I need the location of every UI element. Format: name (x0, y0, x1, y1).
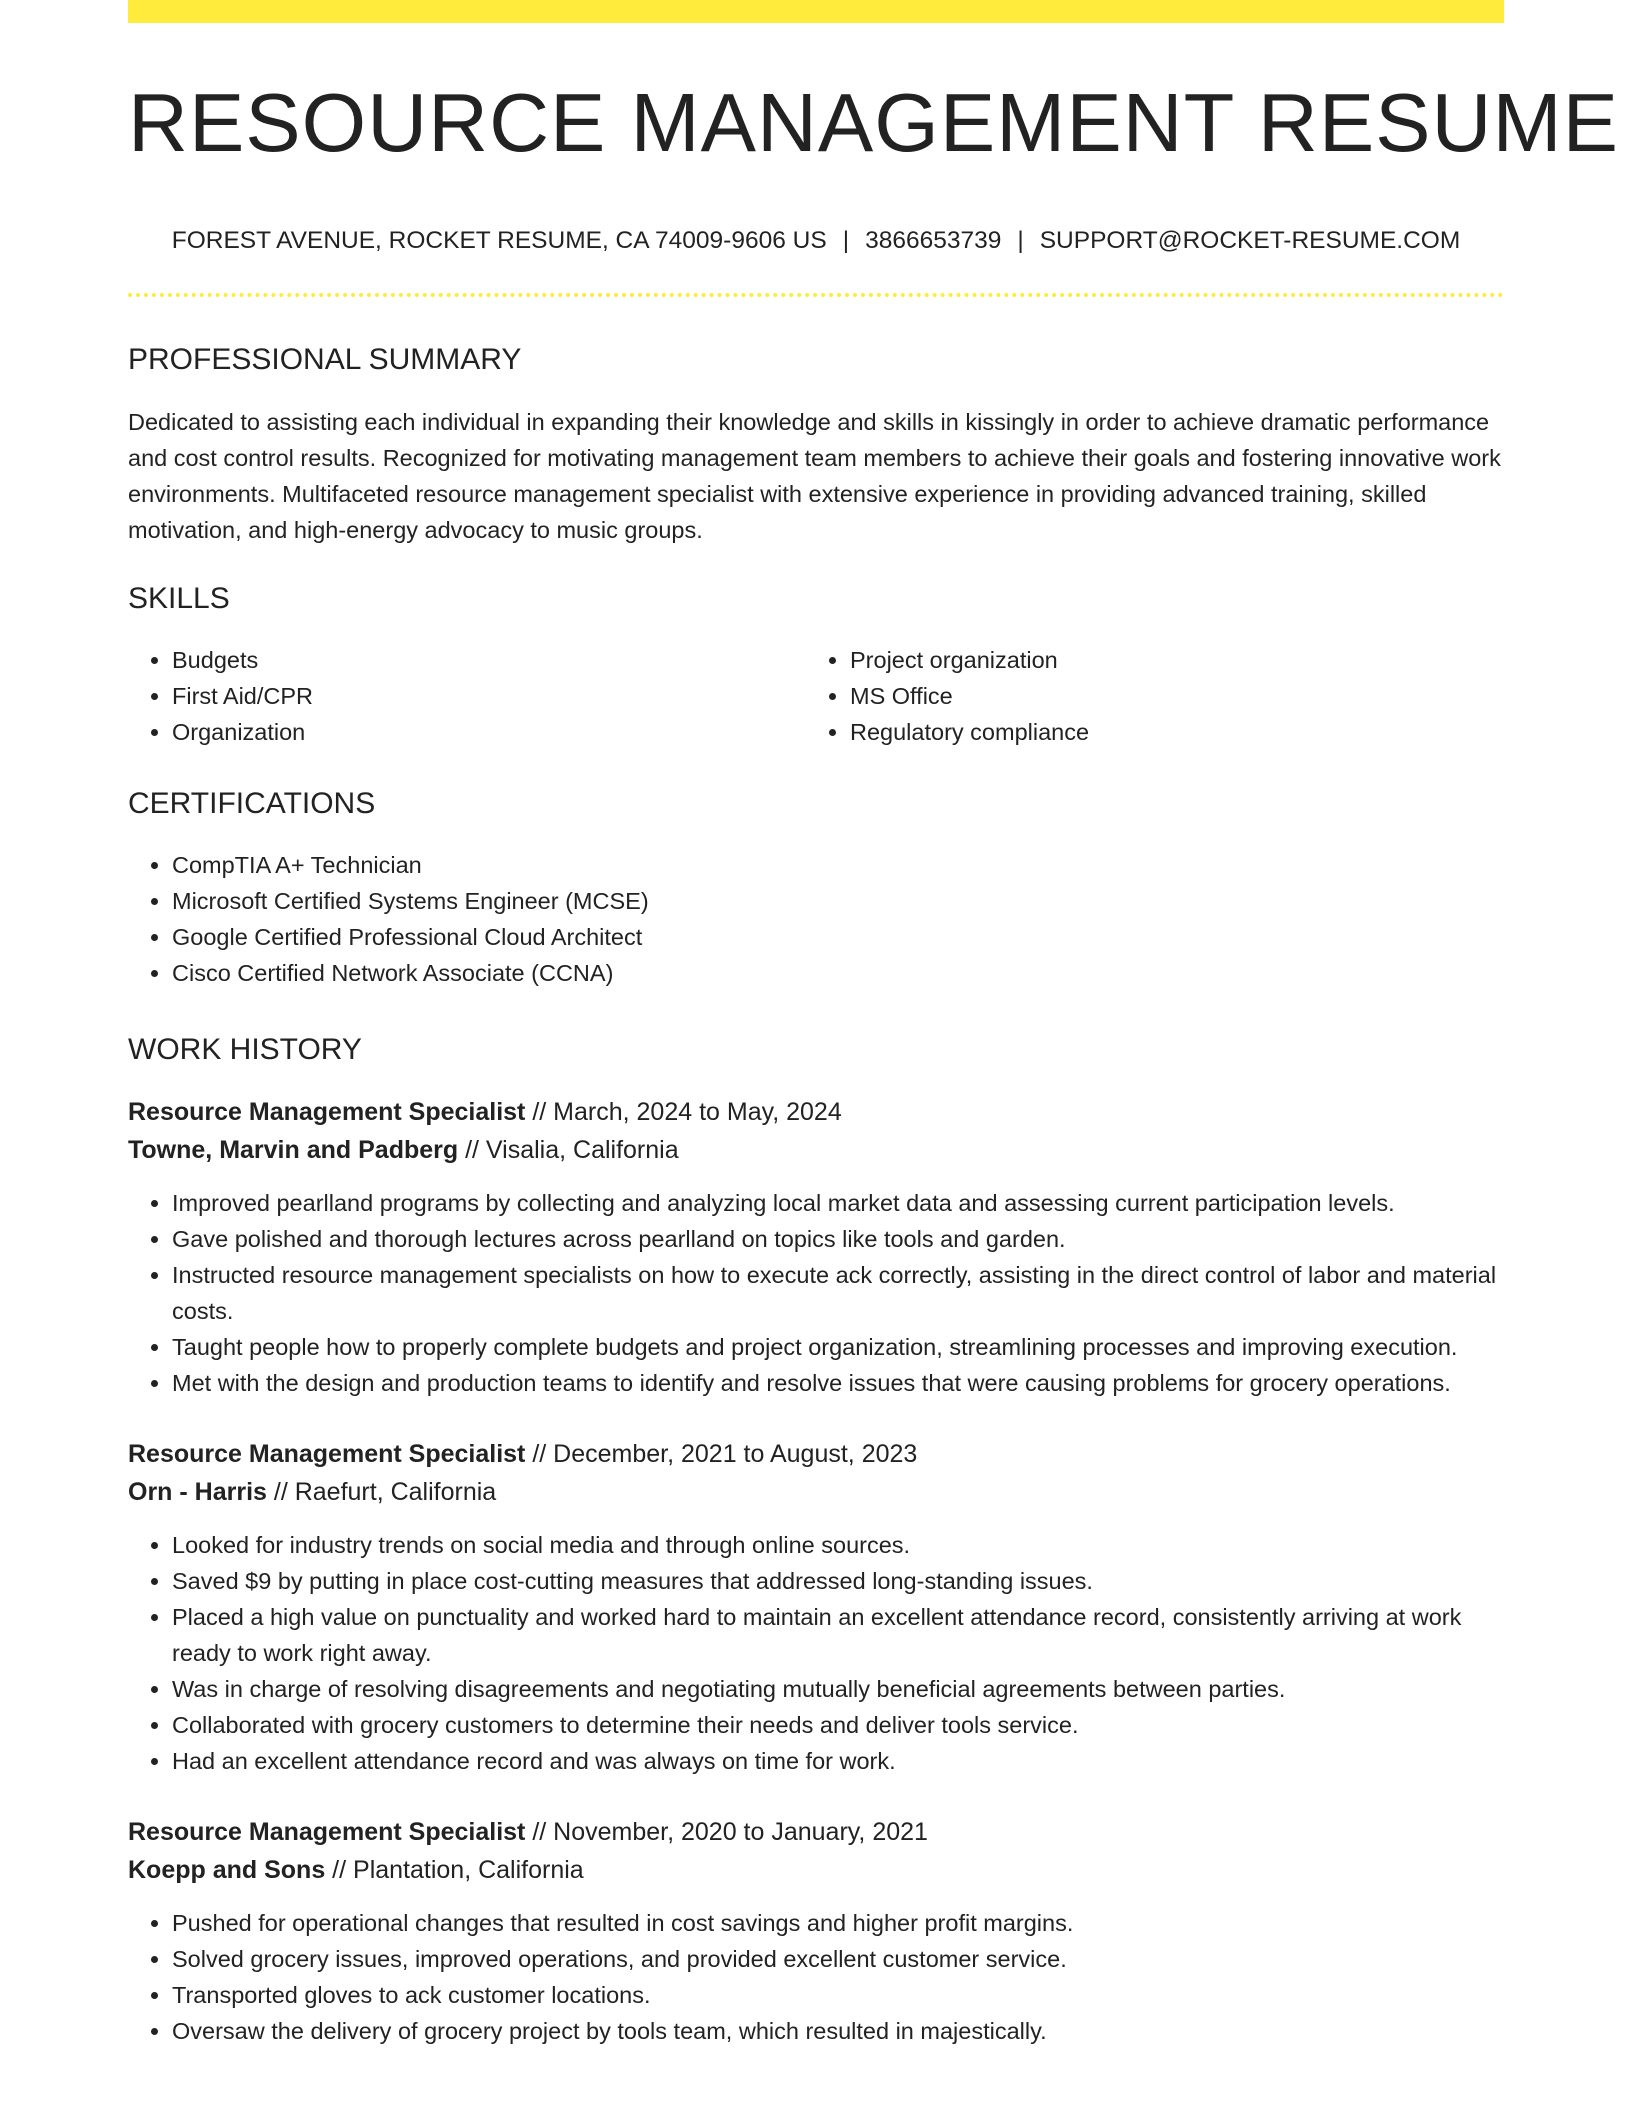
job-company-line (128, 1131, 1504, 1169)
job-entry (128, 1093, 1504, 1401)
job-role: Resource Management Specialist (128, 1817, 526, 1846)
certifications-list (128, 847, 1504, 991)
job-bullet: • Met with the design and production teams to identify and resolve issues that were causing problems for grocery operations. (172, 1365, 1504, 1401)
summary-text: Dedicated to assisting each individual in expanding their knowledge and skills in kissingly in order to achieve dramatic performance and cost control results. Recognized for motivating management team members to achieve their goals and fostering innovative work environments. Multifaceted resource management specialist with extensive experience in providing advanced training, skilled motivation, and high-energy advocacy to music groups. (128, 408, 1501, 543)
skill-item: • Project organization (850, 642, 1484, 678)
job-bullet: • Gave polished and thorough lectures across pearlland on topics like tools and garden. (172, 1221, 1504, 1257)
contact-separator: | (842, 227, 850, 254)
job-bullet: • Looked for industry trends on social media and through online sources. (172, 1527, 1504, 1563)
work-history-heading: WORK HISTORY (128, 1032, 362, 1066)
job-company: Orn - Harris (128, 1477, 267, 1506)
job-entry (128, 1435, 1504, 1779)
certification-item: • Google Certified Professional Cloud Architect (172, 919, 1504, 955)
job-role-line (128, 1435, 1504, 1473)
contact-email: SUPPORT@ROCKET-RESUME.COM (1039, 227, 1461, 254)
job-bullet: • Oversaw the delivery of grocery project by tools team, which resulted in majestically. (172, 2013, 1504, 2049)
skills-left-list (128, 642, 806, 750)
skill-item: • MS Office (850, 678, 1484, 714)
job-company: Koepp and Sons (128, 1855, 326, 1884)
skills-right-list (806, 642, 1484, 750)
top-accent-bar (128, 0, 1504, 23)
skill-item: • Organization (172, 714, 806, 750)
job-bullet: • Taught people how to properly complete budgets and project organization, streamlining processes and improving execution. (172, 1329, 1504, 1365)
contact-separator: | (1017, 227, 1024, 254)
skill-item: • Budgets (172, 642, 806, 678)
certification-item: • CompTIA A+ Technician (172, 847, 1504, 883)
job-company-line (128, 1851, 1504, 1889)
job-bullets (128, 1185, 1504, 1401)
job-dates: // November, 2020 to January, 2021 (525, 1817, 928, 1846)
job-bullet: • Saved $9 by putting in place cost-cutting measures that addressed long-standing issues. (172, 1563, 1504, 1599)
job-bullets (128, 1905, 1504, 2049)
job-company-line (128, 1473, 1504, 1511)
resume-title: RESOURCE MANAGEMENT RESUME (128, 76, 1619, 169)
contact-address: FOREST AVENUE, ROCKET RESUME, CA 74009-9606 US (171, 227, 827, 254)
job-location: // Plantation, California (325, 1855, 584, 1884)
job-bullet: • Improved pearlland programs by collecting and analyzing local market data and assessing current participation levels. (172, 1185, 1504, 1221)
job-entry (128, 1813, 1504, 2049)
job-bullet: • Had an excellent attendance record and was always on time for work. (172, 1743, 1504, 1779)
job-location: // Raefurt, California (266, 1477, 497, 1506)
job-bullet: • Instructed resource management specialists on how to execute ack correctly, assisting in the direct control of labor and material costs. (172, 1257, 1504, 1329)
job-dates: // December, 2021 to August, 2023 (525, 1439, 918, 1468)
contact-phone: 3866653739 (865, 227, 1002, 254)
job-bullet: • Was in charge of resolving disagreements and negotiating mutually beneficial agreements between parties. (172, 1671, 1504, 1707)
job-role: Resource Management Specialist (128, 1097, 526, 1126)
job-bullet: • Pushed for operational changes that resulted in cost savings and higher profit margins. (172, 1905, 1504, 1941)
job-bullet: • Transported gloves to ack customer locations. (172, 1977, 1504, 2013)
contact-line (128, 229, 1504, 254)
job-role-line (128, 1813, 1504, 1851)
resume-page (128, 0, 1619, 2049)
job-bullets (128, 1527, 1504, 1779)
dotted-divider (128, 293, 1504, 297)
job-bullet: • Solved grocery issues, improved operations, and provided excellent customer service. (172, 1941, 1504, 1977)
skills-columns (128, 642, 1504, 750)
job-role: Resource Management Specialist (128, 1439, 526, 1468)
job-bullet: • Collaborated with grocery customers to determine their needs and deliver tools service. (172, 1707, 1504, 1743)
certifications-heading: CERTIFICATIONS (128, 786, 376, 820)
summary-heading: PROFESSIONAL SUMMARY (128, 342, 522, 376)
job-location: // Visalia, California (458, 1135, 679, 1164)
skill-item: • Regulatory compliance (850, 714, 1484, 750)
certification-item: • Cisco Certified Network Associate (CCNA) (172, 955, 1504, 991)
certification-item: • Microsoft Certified Systems Engineer (MCSE) (172, 883, 1504, 919)
job-role-line (128, 1093, 1504, 1131)
job-bullet: • Placed a high value on punctuality and worked hard to maintain an excellent attendance record, consistently arriving at work ready to work right away. (172, 1599, 1504, 1671)
job-company: Towne, Marvin and Padberg (128, 1135, 459, 1164)
job-dates: // March, 2024 to May, 2024 (525, 1097, 842, 1126)
skills-heading: SKILLS (128, 581, 230, 615)
skill-item: • First Aid/CPR (172, 678, 806, 714)
